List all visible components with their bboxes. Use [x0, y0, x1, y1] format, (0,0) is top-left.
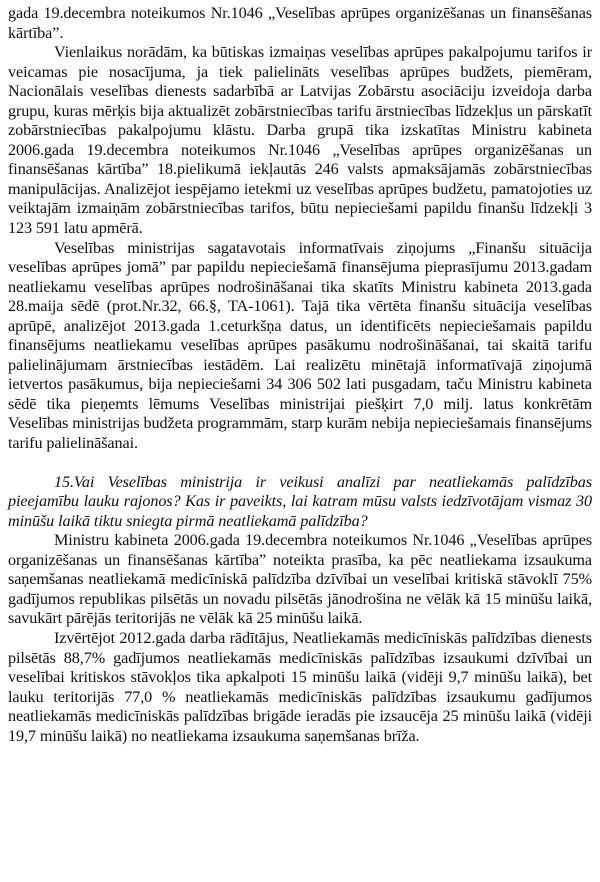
- paragraph-continuation: gada 19.decembra noteikumos Nr.1046 „Veselības aprūpes organizēšanas un finansēšanas kārtība”.: [8, 4, 592, 42]
- paragraph-finance-report: Veselības ministrijas sagatavotais informatīvais ziņojums „Finanšu situācija veselības aprūpes jomā” par papildu nepieciešamā finansējuma pieprasījumu 2013.gadam neatliekamu veselības aprūpes nodrošināšanai tika skatīts Ministru kabineta 2013.gada 28.maija sēdē (prot.Nr.32, 66.§, TA-1061). Tajā tika vērtēta finanšu situācija veselības aprūpē, analizējot 2013.gada 1.ceturkšņa datus, un identificēts nepieciešamais papildu finansējums neatliekamu veselības aprūpes pasākumu nodrošināšanai, tai skaitā tarifu palielinājumam ārstniecības iestādēm. Lai realizētu minētajā informatīvajā ziņojumā ietvertos pasākumus, bija nepieciešami 34 306 502 lati pusgadam, taču Ministru kabineta sēdē tika pieņemts lēmums Veselības ministrijai piešķirt 7,0 milj. latus konkrētām Veselības ministrijas budžeta programmām, starp kurām nebija nepieciešamais finansējums tarifu palielināšanai.: [8, 238, 592, 453]
- paragraph-regulation-requirement: Ministru kabineta 2006.gada 19.decembra noteikumos Nr.1046 „Veselības aprūpes organizēšanas un finansēšanas kārtība” noteikta prasība, ka pēc neatliekama izsaukuma saņemšanas neatliekamā medicīniskā palīdzība dzīvībai un veselībai kritiskā stāvoklī 75% gadījumos republikas pilsētās un novadu pilsētās jānodrošina ne vēlāk kā 15 minūšu laikā, savukārt pārējās teritorijās ne vēlāk kā 25 minūšu laikā.: [8, 531, 592, 628]
- paragraph-tariffs-dentistry: Vienlaikus norādām, ka būtiskas izmaiņas veselības aprūpes pakalpojumu tarifos ir veicamas pie nosacījuma, ja tiek palielināts veselības aprūpes budžets, piemēram, Nacionālais veselības dienests sadarbībā ar Latvijas Zobārstu asociāciju izveidoja darba grupu, kuras mērķis bija aktualizēt zobārstniecības tarifu ārstniecības līdzekļus un pārskatīt zobārstniecības pakalpojumu klāstu. Darba grupā tika izskatītas Ministru kabineta 2006.gada 19.decembra noteikumos Nr.1046 „Veselības aprūpes organizēšanas un finansēšanas kārtība” 18.pielikumā iekļautās 246 valsts apmaksājamās zobārstniecības manipulācijas. Analizējot iespējamo ietekmi uz veselības aprūpes budžetu, pamatojoties uz veiktajām izmaiņām zobārstniecības tarifos, būtu nepieciešami papildu finanšu līdzekļi 3 123 591 latu apmērā.: [8, 43, 592, 238]
- question-15: 15.Vai Veselības ministrija ir veikusi analīzi par neatliekamās palīdzības pieejamību lauku rajonos? Kas ir paveikts, lai katram mūsu valsts iedzīvotājam vismaz 30 minūšu laikā tiktu sniegta pirmā neatliekamā palīdzība?: [8, 472, 592, 530]
- paragraph-2012-indicators: Izvērtējot 2012.gada darba rādītājus, Neatliekamās medicīniskās palīdzības dienests pilsētās 88,7% gadījumos neatliekamās medicīniskās palīdzības izsaukumi dzīvībai un veselībai kritiskos stāvokļos tika apkalpoti 15 minūšu laikā (vidēji 9,7 minūšu laikā), bet lauku teritorijās 77,0 % neatliekamās medicīniskās palīdzības izsaukumu gadījumos neatliekamās medicīniskās palīdzības brigāde ieradās pie izsaucēja 25 minūšu laikā (vidēji 19,7 minūšu laikā) no neatliekama izsaukuma saņemšanas brīža.: [8, 628, 592, 745]
